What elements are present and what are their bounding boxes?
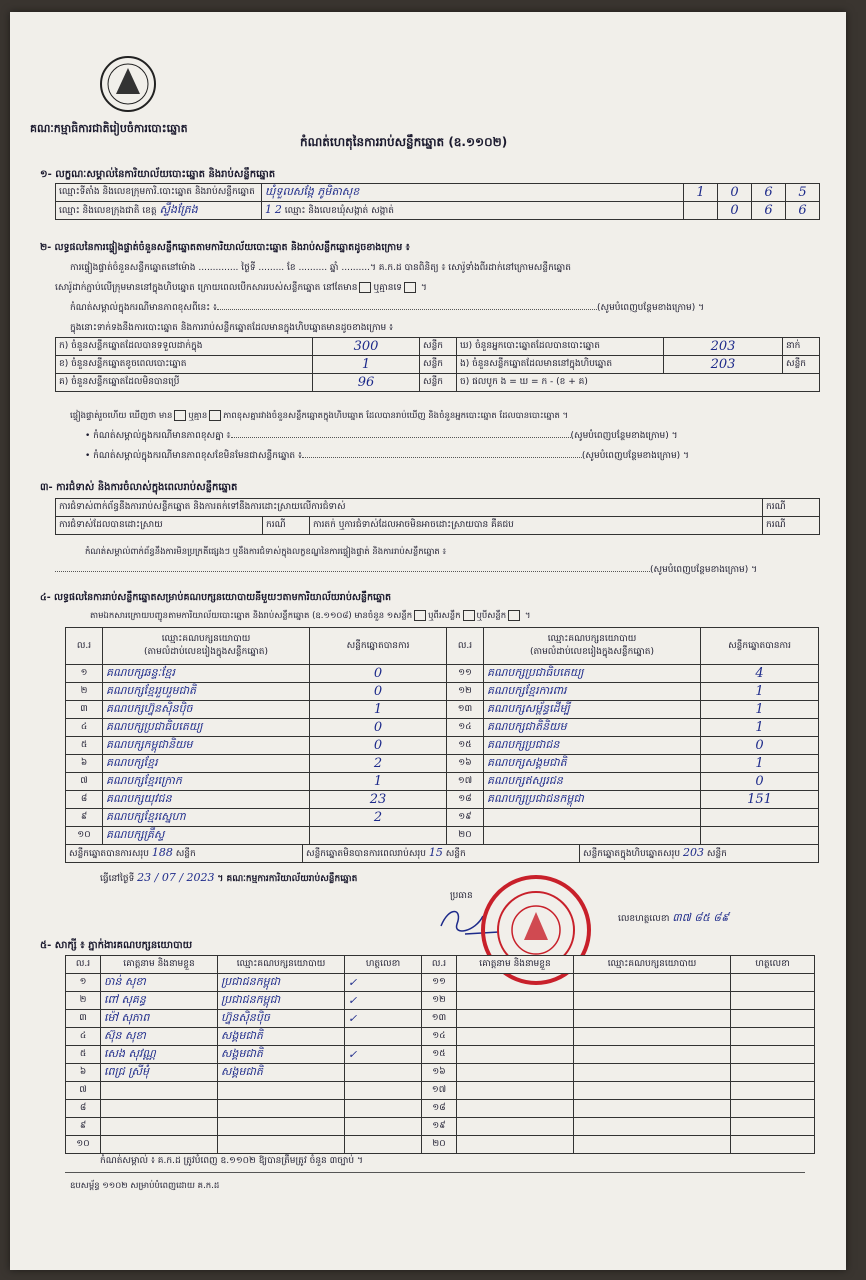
col-name: គោត្តនាម និងនាមខ្លួន [457,956,574,974]
dotted-line [55,571,650,572]
row-signature [345,1118,422,1136]
s2-b-value: 1 [313,356,420,374]
row-signature: ✓ [345,992,422,1010]
row-no: ៣ [66,701,103,719]
s3-row1: ការជំទាស់ពាក់ព័ន្ធនឹងការរាប់សន្លឹកឆ្នោត និងការតក់ទៅនឹងការដោះស្រាយលើការជំទាស់ [56,499,763,517]
table-row [66,1028,815,1046]
row-signature [345,1082,422,1100]
table-row [66,1046,815,1064]
s1-digit: 6 [752,184,786,202]
col-votes: សន្លឹកឆ្នោតបានការ [701,628,819,665]
s1-row1-value: ឃុំទួលសង្កែ ភូមិតាសុខ [262,184,684,202]
s3-heading: ៣- ការជំទាស់ និងការចំលាស់ក្នុងពេលរាប់សន្លឹកឆ្នោត [40,482,238,493]
row-no: ២ [66,683,103,701]
row-no: ៣ [66,1010,101,1028]
total-box-label: សន្លឹកឆ្នោតក្នុងហិបឆ្នោតសរុប [583,849,681,859]
s2-a-value: 300 [313,338,420,356]
s3-row2b: ការតក់ ឬការជំទាស់ដែលអាចមិនអាចដោះស្រាយបាន គឺគជប [310,517,763,535]
row-party: គណបក្សខ្មែររួបរួមជាតិ [103,683,310,701]
row-votes: 23 [310,791,447,809]
row-party [574,1046,731,1064]
s2-e-label: ង) ចំនួនសន្លឹកឆ្នោតដែលមាននៅក្នុងហិបឆ្នោត [457,356,664,374]
s2-bullet2 [85,450,689,462]
s1-digit: 2 [274,203,282,216]
row-name [457,1100,574,1118]
s2-c-label: គ) ចំនួនសន្លឹកឆ្នោតដែលមិនបានប្រើ [56,374,313,392]
row-votes: 1 [701,683,819,701]
row-signature [731,1028,815,1046]
col-sign: ហត្ថលេខា [731,956,815,974]
row-name: ពៅ សុគន្ធ [101,992,218,1010]
row-name [101,1136,218,1154]
date-value: 23 / 07 / 2023 [137,871,215,884]
row-name [457,1118,574,1136]
row-party [218,1136,345,1154]
s2-c-value: 96 [313,374,420,392]
s3-table [55,498,820,535]
s2-f-label: ច) ផលបូក ង = ឃ = ក - (ខ + គ) [457,374,820,392]
row-party: សង្គមជាតិ [218,1028,345,1046]
signature-no [618,912,729,925]
s1-row2-mid [262,202,684,220]
row-name [457,1010,574,1028]
footer-divider [65,1172,805,1173]
s1-digit: 0 [718,184,752,202]
row-votes: 2 [310,755,447,773]
s3-fill-hint: (សូមបំពេញបន្ថែមខាងក្រោម) ។ [650,565,758,575]
row-votes: 0 [310,737,447,755]
table-row [66,665,819,683]
row-votes: 0 [310,719,447,737]
s2-a-label: ក) ចំនួនសន្លឹកឆ្នោតដែលបានទទួលដាក់ក្នុង [56,338,313,356]
row-name: ស៊ុន សុខា [101,1028,218,1046]
col-votes: សន្លឹកឆ្នោតបានការ [310,628,447,665]
row-signature [345,1064,422,1082]
total-invalid [303,845,580,863]
col-party [484,628,701,665]
row-votes: 1 [701,719,819,737]
row-votes: 0 [701,737,819,755]
row-name: ចាន់ សុខា [101,974,218,992]
table-row [66,1010,815,1028]
s1-row2-label-b: ឈ្មោះ និងលេខឃុំសង្កាត់ សង្កាត់ [284,206,394,216]
unit: សន្លឹក [175,849,196,859]
s2-table [55,337,820,392]
row-party: គណបក្សសង្គមជាតិ [484,755,701,773]
row-votes [310,827,447,845]
table-row [66,737,819,755]
s2-unit: សន្លឹក [783,356,820,374]
unit: សន្លឹក [445,849,466,859]
table-row [66,1064,815,1082]
row-no: ៩ [66,809,103,827]
table-row [66,701,819,719]
table-row [66,1082,815,1100]
s2-unit: សន្លឹក [420,338,457,356]
table-row [66,773,819,791]
row-no: ១៣ [422,1010,457,1028]
row-signature [345,1136,422,1154]
s2-line2: សោរ៉ូដាក់ភ្ជាប់លើក្រុមមាននៅក្នុងហិបឆ្នោត ក្រោយពេលបើកសាររបស់សន្លឹកឆ្នោត នៅតែមាន ឬគ្មានទេ ។ [55,283,427,293]
s4-totals [65,844,819,863]
row-no: ១៤ [422,1028,457,1046]
form-sheet [10,12,846,1270]
row-party [484,809,701,827]
row-party [218,1118,345,1136]
row-votes: 0 [310,683,447,701]
table-row [66,1136,815,1154]
row-party: គណបក្សគ្រឹស្ទ [103,827,310,845]
signature-no-label: លេខហត្ថលេខា [618,914,670,924]
row-no: ១៨ [422,1100,457,1118]
checkbox-two-sheets[interactable] [463,610,475,621]
row-party: គណបក្សប្រជាជន [484,737,701,755]
row-votes: 1 [701,701,819,719]
col-party: ឈ្មោះគណបក្សនយោបាយ [574,956,731,974]
s1-digit: 1 [265,203,272,216]
row-no: ១២ [447,683,484,701]
row-signature: ✓ [345,1010,422,1028]
row-no: ៤ [66,719,103,737]
checkbox-has[interactable] [174,410,186,421]
row-no: ១៧ [422,1082,457,1100]
unit: សន្លឹក [706,849,727,859]
row-no: ១៩ [422,1118,457,1136]
total-invalid-label: សន្លឹកឆ្នោតមិនបានការពេលរាប់សរុប [306,849,426,859]
row-votes: 0 [310,665,447,683]
s4-results-table [65,627,819,845]
row-party: ប្រជាជនកម្ពុជា [218,992,345,1010]
col-name: គោត្តនាម និងនាមខ្លួន [101,956,218,974]
s1-digit: 0 [718,202,752,220]
row-party [574,1064,731,1082]
date-label: ធ្វើនៅថ្ងៃទី [100,874,135,884]
table-row [66,974,815,992]
row-signature [731,1118,815,1136]
row-signature [731,992,815,1010]
col-no: ល.រ [422,956,457,974]
s1-row2-label [56,202,262,220]
row-signature [731,1046,815,1064]
table-row [66,755,819,773]
row-name [457,992,574,1010]
row-no: ៨ [66,1100,101,1118]
row-no: ៨ [66,791,103,809]
footer-note: ឧបសម្ព័ន្ធ ១១០២ សម្រាប់បំពេញដោយ គ.ក.ដ [70,1181,220,1191]
row-party [218,1100,345,1118]
row-signature [731,1136,815,1154]
row-no: ១១ [447,665,484,683]
row-party [218,1082,345,1100]
row-name: ម៉ៅ សុភាព [101,1010,218,1028]
s5-heading: ៥- សាក្សី ៖ ភ្នាក់ងារគណបក្សនយោបាយ [40,940,193,951]
chief-label: ប្រធាន [450,891,473,901]
row-no: ១ [66,665,103,683]
table-row [66,1118,815,1136]
s2-bullet1-text: • កំណត់សម្គាល់ក្នុងករណីមានភាពខុសគ្នា ៖ [85,431,231,441]
s1-row2-value: ស្ទឹងត្រែង [159,202,198,216]
row-party [574,1010,731,1028]
row-signature [731,1082,815,1100]
s1-digit: 1 [684,184,718,202]
row-party: សង្គមជាតិ [218,1046,345,1064]
row-party: គណបក្សសម្ព័ន្ធដើម្បី [484,701,701,719]
table-row [66,827,819,845]
row-name [457,1028,574,1046]
row-name [101,1100,218,1118]
row-party [574,1118,731,1136]
s4-sub-text: តាមឯកសារក្រោយបញ្ជូនតាមការិយាល័យបោះឆ្នោត និងរាប់សន្លឹកឆ្នោត (ឧ.១១០៨) មានចំនួន ១សន្លឹក [90,611,413,621]
s2-fill-hint: (សូមបំពេញបន្ថែមខាងក្រោម) ។ [570,431,678,441]
row-party: គណបក្សខ្មែរក្រោក [103,773,310,791]
row-name [457,1082,574,1100]
table-row [66,791,819,809]
row-no: ២០ [422,1136,457,1154]
s4-sub-opt: ឬបីសន្លឹក [476,611,507,621]
row-signature: ✓ [345,974,422,992]
col-party: ឈ្មោះគណបក្សនយោបាយ [218,956,345,974]
row-no: ១៣ [447,701,484,719]
col-no: ល.រ [66,956,101,974]
row-no: ១២ [422,992,457,1010]
row-name [457,1136,574,1154]
s3-note-line [55,564,757,576]
row-votes [701,827,819,845]
row-no: ១៥ [447,737,484,755]
col-party-sub: (តាមលំដាប់លេខរៀងក្នុងសន្លឹកឆ្នោត) [530,647,654,657]
total-valid [66,845,303,863]
s5-witness-table [65,955,815,1154]
row-party: គណបក្សប្រជាធិបតេយ្យ [103,719,310,737]
row-no: ២ [66,992,101,1010]
row-party: គណបក្សប្រជាធិបតេយ្យ [484,665,701,683]
date-line [100,872,357,885]
checkbox-three-sheets[interactable] [508,610,520,621]
dotted-line [231,437,571,438]
row-no: ៦ [66,755,103,773]
row-votes: 1 [310,773,447,791]
row-votes [701,809,819,827]
row-no: ៥ [66,1046,101,1064]
table-row [66,719,819,737]
row-no: ៧ [66,1082,101,1100]
row-no: ៧ [66,773,103,791]
s3-case: ករណី [763,517,820,535]
s1-digit: 6 [752,202,786,220]
row-no: ១០ [66,827,103,845]
s1-row1-label: ឈ្មោះទីតាំង និងលេខក្រុមការិ.បោះឆ្នោត និងរាប់សន្លឹកឆ្នោត [56,184,262,202]
row-signature [731,1100,815,1118]
row-no: ៦ [66,1064,101,1082]
s2-e-value: 203 [664,356,783,374]
row-votes: 0 [701,773,819,791]
s1-table [55,166,820,220]
s2-b-label: ខ) ចំនួនសន្លឹកឆ្នោតខូចពេលបោះឆ្នោត [56,356,313,374]
row-no: ១៨ [447,791,484,809]
row-party [574,1100,731,1118]
row-votes: 2 [310,809,447,827]
row-party [574,1136,731,1154]
col-no: ល.រ [66,628,103,665]
row-no: ១ [66,974,101,992]
row-no: ១៦ [422,1064,457,1082]
s2-check-text: ផ្ទៀងផ្ទាត់រួចហើយ ឃើញថា មាន [70,411,173,421]
s4-heading: ៤- លទ្ធផលនៃការរាប់សន្លឹកឆ្នោតសម្រាប់គណបក្សនយោបាយនីមួយៗតាមការិយាល័យរាប់សន្លឹកឆ្នោត [40,592,392,603]
form-title: កំណត់ហេតុនៃការរាប់សន្លឹកឆ្នោត (ឧ.១១០២) [300,135,508,149]
s2-line2-opt: ឬគ្មានទេ [373,283,403,293]
row-signature [345,1028,422,1046]
s2-bullet1 [85,430,678,442]
checkbox-one-sheet[interactable] [414,610,426,621]
row-votes: 151 [701,791,819,809]
row-party: សង្គមជាតិ [218,1064,345,1082]
row-signature [731,974,815,992]
row-party [574,974,731,992]
col-party-title: ឈ្មោះគណបក្សនយោបាយ [547,634,637,644]
emblem-icon [98,54,158,114]
row-no: ១៥ [422,1046,457,1064]
row-name [457,1046,574,1064]
s2-line2-text: សោរ៉ូដាក់ភ្ជាប់លើក្រុមមាននៅក្នុងហិបឆ្នោត ក្រោយពេលបើកសាររបស់សន្លឹកឆ្នោត នៅតែមាន [55,283,358,293]
row-name [457,1064,574,1082]
s2-bullet2-text: • កំណត់សម្គាល់ក្នុងករណីមានភាពខុសខែមិនមែនជាសន្លឹកឆ្នោត ៖ [85,451,302,461]
row-party [574,1082,731,1100]
s5-footnote: កំណត់សម្គាល់ ៖ គ.ក.ដ ត្រូវបំពេញ ឧ.១១០២ ឱ្យបានត្រឹមត្រូវ ចំនួន ៣ច្បាប់ ។ [100,1156,363,1166]
row-no: ១១ [422,974,457,992]
row-no: ៥ [66,737,103,755]
s1-heading: ១- លក្ខណៈសម្គាល់នៃការិយាល័យបោះឆ្នោត និងរាប់សន្លឹកឆ្នោត [40,169,276,180]
row-party: គណបក្សខ្មែរ [103,755,310,773]
row-name [457,974,574,992]
checkbox-no[interactable] [404,282,416,293]
org-name: គណៈកម្មាធិការជាតិរៀបចំការបោះឆ្នោត [30,122,188,135]
col-sign: ហត្ថលេខា [345,956,422,974]
s3-row2a: ការជំទាស់ដែលបានដោះស្រាយ [56,517,263,535]
dotted-line [217,309,597,310]
checkbox-none[interactable] [209,410,221,421]
row-party: ហ្វ៊ុនស៊ិនប៉ិច [218,1010,345,1028]
s2-heading: ២- លទ្ធផលនៃការផ្ទៀងផ្ទាត់ចំនួនសន្លឹកឆ្នោតតាមការិយាល័យបោះឆ្នោត និងរាប់សន្លឹកឆ្នោតដូចខាងក្រោម ៖ [40,242,410,253]
col-no: ល.រ [447,628,484,665]
s2-unit: សន្លឹក [420,374,457,392]
row-party [484,827,701,845]
s1-digit: 6 [786,202,820,220]
row-party: គណបក្សខ្មែរស្នេហា [103,809,310,827]
s2-unit: សន្លឹក [420,356,457,374]
col-party [103,628,310,665]
row-name: ពេជ្រ ស្រីមុំ [101,1064,218,1082]
total-box-value: 203 [683,846,704,859]
row-party: គណបក្សឆន្ទៈខ្មែរ [103,665,310,683]
row-party: គណបក្សជាតិនិយម [484,719,701,737]
s1-row2-text: ឈ្មោះ និងលេខក្រុងជាតិ ខេត្ត [59,205,157,216]
row-no: ១៩ [447,809,484,827]
row-party: ប្រជាជនកម្ពុជា [218,974,345,992]
row-signature: ✓ [345,1046,422,1064]
row-votes: 1 [701,755,819,773]
row-no: ២០ [447,827,484,845]
row-votes: 1 [310,701,447,719]
row-no: ៩ [66,1118,101,1136]
date-tail: ។ គណៈកម្មការការិយាល័យរាប់សន្លឹកឆ្នោត [217,874,358,884]
row-party [574,1028,731,1046]
row-signature [345,1100,422,1118]
row-party: គណបក្សកម្ពុជានិយម [103,737,310,755]
row-party: គណបក្សឥស្សរជន [484,773,701,791]
s2-intro: ក្នុងនោះទាក់ទងនឹងការបោះឆ្នោត និងការរាប់សន្លឹកឆ្នោតដែលមានក្នុងហិបឆ្នោតមានដូចខាងក្រោម ៖ [70,323,394,333]
total-valid-label: សន្លឹកឆ្នោតបានការសរុប [69,849,149,859]
s3-note: កំណត់សម្គាល់ពាក់ព័ន្ធនឹងការមិនប្រក្រតីផ្សេងៗ ឬនឹងការជំទាស់ក្នុងលក្ខខណ្ឌនៃការផ្ទៀងផ្ទាត់ និងការរាប់សន្លឹកឆ្នោត ៖ [85,547,447,557]
total-valid-value: 188 [151,846,173,859]
total-box [580,845,819,863]
s3-case: ករណី [263,517,310,535]
row-party: គណបក្សខ្មែរការពារ [484,683,701,701]
row-votes: 4 [701,665,819,683]
s2-check-tail: ភាពខុសគ្នារវាងចំនួនសន្លឹកឆ្នោតក្នុងហិបឆ្នោត ដែលបានរាប់ឃើញ និងចំនួនអ្នកបោះឆ្នោត ដែលបានបោះឆ្នោត ។ [223,411,569,421]
row-no: ១០ [66,1136,101,1154]
row-name [101,1118,218,1136]
dotted-line [302,457,582,458]
table-row [66,809,819,827]
row-signature [731,1010,815,1028]
s2-fill-hint: (សូមបំពេញបន្ថែមខាងក្រោម) ។ [597,303,705,313]
table-row [66,1100,815,1118]
row-name [101,1082,218,1100]
row-party: គណបក្សយុវជន [103,791,310,809]
s2-line1: ការផ្ទៀងផ្ទាត់ចំនួនសន្លឹកឆ្នោតនៅម៉ោង .............. ថ្ងៃទី ......... ខែ .......... ឆ្នាំ ..........។ គ.ក.ដ បានពិនិត្យ ៖ សោរ៉ូទាំងពីរដាក់នៅក្រោមសន្លឹកឆ្នោត [70,263,571,273]
s4-sub-opt: ឬពីរសន្លឹក [428,611,461,621]
s1-digit: 5 [786,184,820,202]
s2-fill-hint: (សូមបំពេញបន្ថែមខាងក្រោម) ។ [581,451,689,461]
signature-no-value: ៣៧ ៨៥ ៨៩ [672,911,729,924]
row-no: ១៧ [447,773,484,791]
row-no: ៤ [66,1028,101,1046]
row-signature [731,1064,815,1082]
s2-note-text: កំណត់សម្គាល់ក្នុងករណីមានភាពខុសពីនេះ ៖ [70,303,218,313]
col-party-sub: (តាមលំដាប់លេខរៀងក្នុងសន្លឹកឆ្នោត) [144,647,268,657]
row-no: ១៦ [447,755,484,773]
table-row [66,992,815,1010]
row-party [574,992,731,1010]
s1-digit-empty [684,202,718,220]
s2-check-line [70,410,568,422]
total-invalid-value: 15 [428,846,443,859]
row-name: សេង សុវណ្ណ [101,1046,218,1064]
s4-sub: តាមឯកសារក្រោយបញ្ជូនតាមការិយាល័យបោះឆ្នោត និងរាប់សន្លឹកឆ្នោត (ឧ.១១០៨) មានចំនួន ១សន្លឹក ឬពីរសន្លឹក ឬបីសន្លឹក ។ [90,611,531,621]
row-party: គណបក្សប្រជាជនកម្ពុជា [484,791,701,809]
row-party: គណបក្សហ្វ៊ុនស៊ិនប៉ិច [103,701,310,719]
table-row [66,683,819,701]
s2-d-label: ឃ) ចំនួនអ្នកបោះឆ្នោតដែលបានបោះឆ្នោត [457,338,664,356]
checkbox-yes[interactable] [359,282,371,293]
s3-case: ករណី [763,499,820,517]
s2-d-unit: នាក់ [783,338,820,356]
s2-d-value: 203 [664,338,783,356]
row-no: ១៤ [447,719,484,737]
col-party-title: ឈ្មោះគណបក្សនយោបាយ [161,634,251,644]
s2-note-line [70,302,704,314]
s2-check-opt: ឬគ្មាន [188,411,208,421]
